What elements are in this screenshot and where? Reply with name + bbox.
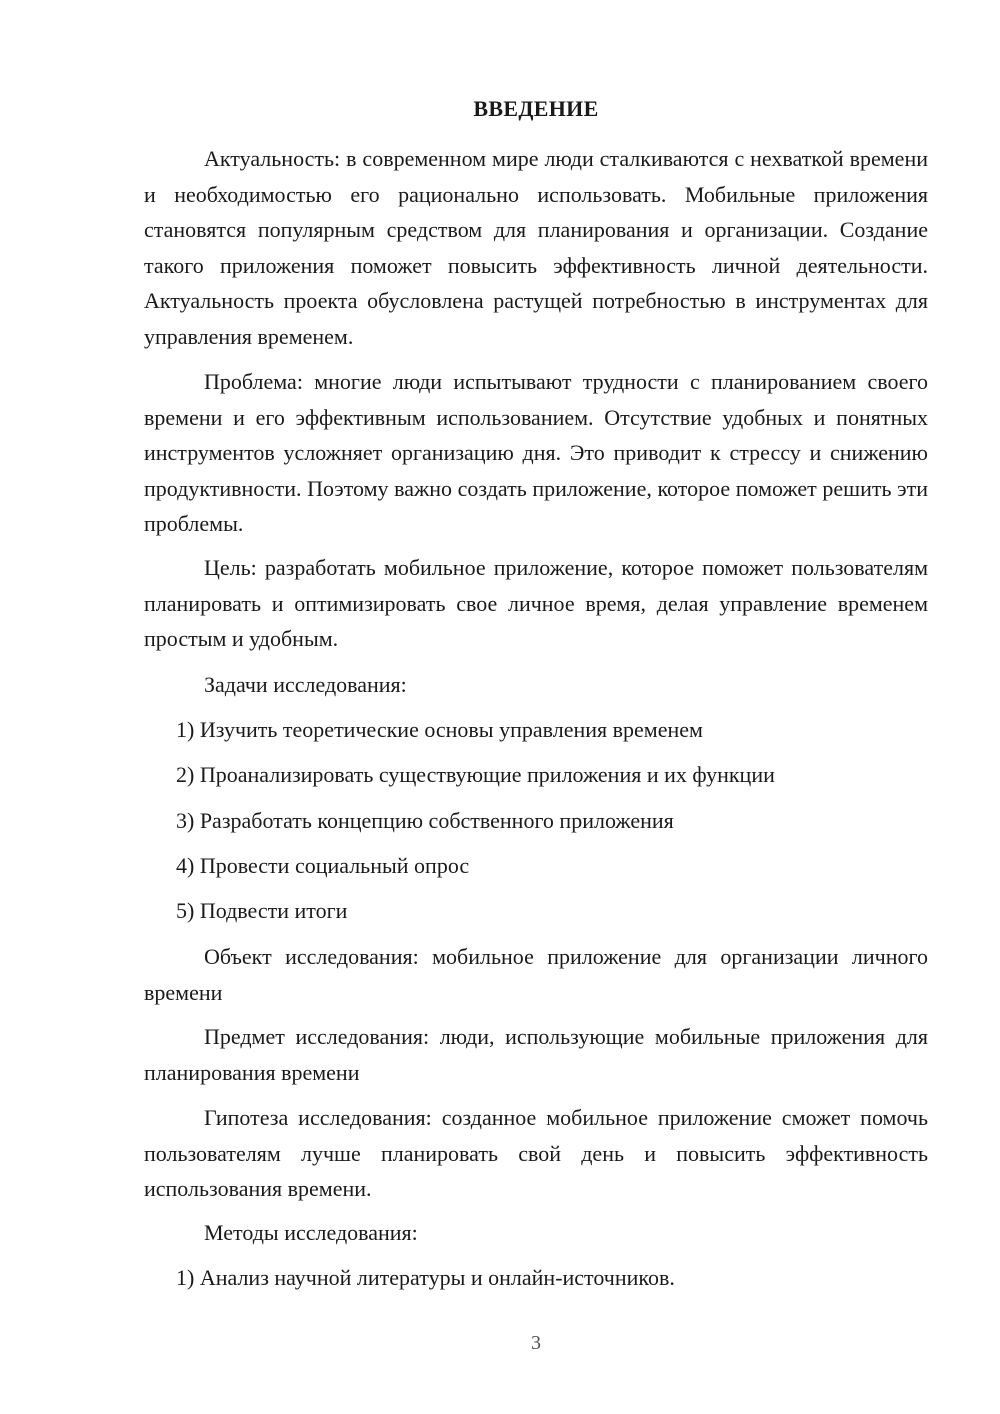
methods-heading: Методы исследования: bbox=[204, 1220, 418, 1245]
relevance-paragraph: Актуальность: в современном мире люди сталкиваются с нехваткой времени и необходимостью его рационально использовать. Мобильные приложения становятся популярным средством для планирования и организации. Создание такого приложения поможет повысить эффективность личной деятельности. Актуальность проекта обусловлена растущей потребностью в инструментах для управления временем. bbox=[144, 146, 928, 349]
page-title: ВВЕДЕНИЕ bbox=[473, 96, 599, 121]
task-item: 4) Провести социальный опрос bbox=[176, 853, 470, 878]
tasks-heading: Задачи исследования: bbox=[204, 672, 407, 697]
method-item: 1) Анализ научной литературы и онлайн-источников. bbox=[176, 1265, 675, 1290]
task-item: 1) Изучить теоретические основы управления временем bbox=[176, 717, 703, 742]
page-number: 3 bbox=[531, 1332, 541, 1354]
subject-paragraph: Предмет исследования: люди, использующие мобильные приложения для планирования времени bbox=[144, 1024, 928, 1085]
problem-paragraph: Проблема: многие люди испытывают трудности с планированием своего времени и его эффективным использованием. Отсутствие удобных и понятных инструментов усложняет организацию дня. Это приводит к стрессу и снижению продуктивности. Поэтому важно создать приложение, которое поможет решить эти проблемы. bbox=[144, 369, 928, 536]
object-paragraph: Объект исследования: мобильное приложение для организации личного времени bbox=[144, 944, 928, 1005]
hypothesis-paragraph: Гипотеза исследования: созданное мобильное приложение сможет помочь пользователям лучше планировать свой день и повысить эффективность использования времени. bbox=[144, 1105, 928, 1201]
task-item: 2) Проанализировать существующие приложения и их функции bbox=[176, 762, 775, 787]
task-item: 3) Разработать концепцию собственного приложения bbox=[176, 808, 674, 833]
task-item: 5) Подвести итоги bbox=[176, 898, 348, 923]
goal-paragraph: Цель: разработать мобильное приложение, которое поможет пользователям планировать и оптимизировать свое личное время, делая управление временем простым и удобным. bbox=[144, 555, 928, 651]
